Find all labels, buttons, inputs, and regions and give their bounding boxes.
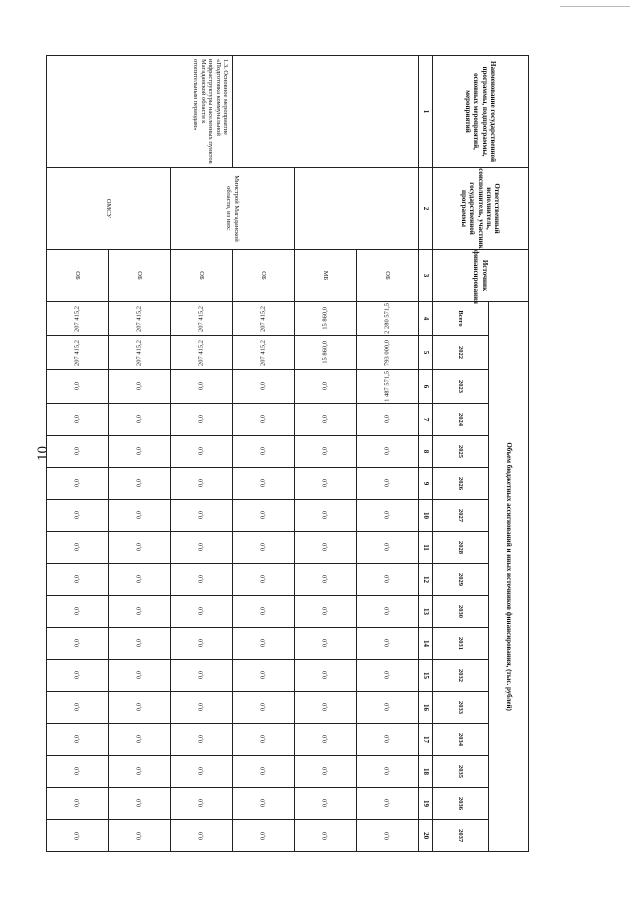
total-cell: 207 415,2	[171, 302, 233, 336]
source-cell: ОБ	[171, 250, 233, 302]
header-executor: Ответственный исполнитель, соисполнитель, участник государственной программы	[433, 168, 529, 250]
value-cell: 0,0	[47, 564, 109, 596]
value-cell: 0,0	[357, 788, 419, 820]
value-cell: 0,0	[171, 820, 233, 852]
header-year: 2022	[433, 336, 489, 370]
header-year: 2030	[433, 596, 489, 628]
header-year: 2026	[433, 468, 489, 500]
executor-omsu: ОМСУ	[47, 168, 171, 250]
value-cell: 0,0	[357, 628, 419, 660]
header-year: 2037	[433, 820, 489, 852]
value-cell: 0,0	[171, 370, 233, 404]
header-year: 2031	[433, 628, 489, 660]
program-name: 1.3. Основное мероприятие «Подготовка коммунальной инфраструктуры населенных пунктов Магаданской области к отопительным периодам»	[47, 56, 233, 168]
value-cell: 0,0	[233, 370, 295, 404]
value-cell: 0,0	[233, 724, 295, 756]
header-year: 2029	[433, 564, 489, 596]
value-cell: 0,0	[109, 532, 171, 564]
value-cell: 0,0	[357, 756, 419, 788]
value-cell: 0,0	[171, 532, 233, 564]
value-cell: 0,0	[233, 820, 295, 852]
value-cell: 0,0	[109, 724, 171, 756]
total-cell: 207 415,2	[47, 302, 109, 336]
value-cell: 0,0	[47, 628, 109, 660]
value-cell: 0,0	[295, 468, 357, 500]
value-cell: 0,0	[357, 820, 419, 852]
value-cell: 0,0	[233, 564, 295, 596]
value-cell: 0,0	[295, 628, 357, 660]
header-year: 2033	[433, 692, 489, 724]
value-cell: 0,0	[171, 628, 233, 660]
column-number: 15	[419, 660, 433, 692]
column-number: 8	[419, 436, 433, 468]
header-year: 2024	[433, 404, 489, 436]
value-cell: 1 487 571,5	[357, 370, 419, 404]
value-cell: 0,0	[109, 404, 171, 436]
value-cell: 0,0	[357, 404, 419, 436]
value-cell: 0,0	[47, 370, 109, 404]
value-cell: 0,0	[233, 468, 295, 500]
value-cell: 0,0	[47, 820, 109, 852]
header-total: Всего	[433, 302, 489, 336]
value-cell: 0,0	[171, 500, 233, 532]
value-cell: 207 415,2	[47, 336, 109, 370]
value-cell: 0,0	[47, 500, 109, 532]
value-cell: 0,0	[109, 756, 171, 788]
value-cell: 0,0	[171, 788, 233, 820]
top-rule	[560, 6, 630, 7]
header-year: 2034	[433, 724, 489, 756]
value-cell: 0,0	[233, 500, 295, 532]
value-cell: 0,0	[295, 788, 357, 820]
value-cell: 0,0	[171, 564, 233, 596]
value-cell: 0,0	[109, 820, 171, 852]
column-number: 12	[419, 564, 433, 596]
value-cell: 0,0	[47, 724, 109, 756]
column-number: 19	[419, 788, 433, 820]
program-name-empty	[233, 56, 419, 168]
source-cell: ОБ	[233, 250, 295, 302]
value-cell: 0,0	[171, 404, 233, 436]
value-cell: 0,0	[295, 564, 357, 596]
value-cell: 15 860,0	[295, 336, 357, 370]
value-cell: 0,0	[233, 628, 295, 660]
header-year: 2025	[433, 436, 489, 468]
source-cell: ОБ	[109, 250, 171, 302]
value-cell: 0,0	[47, 788, 109, 820]
value-cell: 0,0	[47, 692, 109, 724]
value-cell: 0,0	[171, 468, 233, 500]
value-cell: 0,0	[357, 436, 419, 468]
value-cell: 0,0	[357, 692, 419, 724]
value-cell: 0,0	[295, 660, 357, 692]
value-cell: 0,0	[171, 724, 233, 756]
total-cell: 207 415,2	[233, 302, 295, 336]
value-cell: 0,0	[47, 660, 109, 692]
header-year: 2032	[433, 660, 489, 692]
value-cell: 0,0	[171, 660, 233, 692]
column-number: 7	[419, 404, 433, 436]
value-cell: 0,0	[295, 532, 357, 564]
value-cell: 0,0	[233, 756, 295, 788]
value-cell: 0,0	[47, 436, 109, 468]
column-number: 17	[419, 724, 433, 756]
value-cell: 0,0	[47, 756, 109, 788]
value-cell: 0,0	[109, 660, 171, 692]
column-number: 20	[419, 820, 433, 852]
value-cell: 0,0	[171, 756, 233, 788]
value-cell: 0,0	[357, 532, 419, 564]
value-cell: 0,0	[109, 468, 171, 500]
value-cell: 0,0	[295, 436, 357, 468]
value-cell: 0,0	[109, 596, 171, 628]
value-cell: 0,0	[295, 404, 357, 436]
value-cell: 207 415,2	[109, 336, 171, 370]
source-cell: МБ	[295, 250, 357, 302]
rotated-table-wrapper	[59, 55, 529, 845]
value-cell: 0,0	[233, 660, 295, 692]
value-cell: 0,0	[295, 500, 357, 532]
value-cell: 0,0	[233, 404, 295, 436]
source-cell: ОБ	[357, 250, 419, 302]
value-cell: 0,0	[171, 692, 233, 724]
value-cell: 0,0	[171, 596, 233, 628]
page-number: 10	[35, 446, 51, 461]
value-cell: 0,0	[357, 500, 419, 532]
value-cell: 0,0	[171, 436, 233, 468]
header-source: Источник финансирования	[433, 250, 529, 302]
value-cell: 0,0	[357, 660, 419, 692]
total-cell: 15 860,0	[295, 302, 357, 336]
value-cell: 0,0	[233, 788, 295, 820]
header-year: 2035	[433, 756, 489, 788]
column-number: 16	[419, 692, 433, 724]
value-cell: 0,0	[357, 468, 419, 500]
header-year: 2028	[433, 532, 489, 564]
value-cell: 0,0	[109, 564, 171, 596]
value-cell: 0,0	[47, 596, 109, 628]
value-cell: 207 415,2	[233, 336, 295, 370]
header-year: 2023	[433, 370, 489, 404]
value-cell: 0,0	[357, 596, 419, 628]
column-number: 6	[419, 370, 433, 404]
value-cell: 0,0	[233, 596, 295, 628]
value-cell: 0,0	[357, 564, 419, 596]
value-cell: 0,0	[109, 628, 171, 660]
value-cell: 0,0	[233, 532, 295, 564]
value-cell: 0,0	[357, 724, 419, 756]
value-cell: 793 000,0	[357, 336, 419, 370]
value-cell: 0,0	[295, 724, 357, 756]
value-cell: 0,0	[109, 692, 171, 724]
column-number: 5	[419, 336, 433, 370]
value-cell: 0,0	[295, 756, 357, 788]
executor-ministry: Минстрой Магаданской области, из них:	[171, 168, 295, 250]
value-cell: 0,0	[295, 820, 357, 852]
value-cell: 0,0	[109, 370, 171, 404]
column-number: 4	[419, 302, 433, 336]
value-cell: 0,0	[233, 436, 295, 468]
total-cell: 2 280 571,5	[357, 302, 419, 336]
column-number: 9	[419, 468, 433, 500]
value-cell: 0,0	[295, 370, 357, 404]
header-name: Наименование государственной программы, подпрограммы, основных мероприятий, мероприятий	[433, 56, 529, 168]
executor-empty	[295, 168, 419, 250]
value-cell: 0,0	[47, 404, 109, 436]
column-number: 3	[419, 250, 433, 302]
value-cell: 0,0	[47, 468, 109, 500]
source-cell: ОБ	[47, 250, 109, 302]
funding-table	[46, 55, 529, 852]
value-cell: 0,0	[47, 532, 109, 564]
column-number: 11	[419, 532, 433, 564]
value-cell: 207 415,2	[171, 336, 233, 370]
column-number: 1	[419, 56, 433, 168]
value-cell: 0,0	[109, 436, 171, 468]
column-number: 14	[419, 628, 433, 660]
header-year: 2036	[433, 788, 489, 820]
value-cell: 0,0	[233, 692, 295, 724]
header-year: 2027	[433, 500, 489, 532]
header-funding: Объем бюджетных ассигнований и иных источников финансирования, (тыс. рублей)	[489, 302, 529, 852]
column-number: 18	[419, 756, 433, 788]
value-cell: 0,0	[109, 788, 171, 820]
value-cell: 0,0	[295, 692, 357, 724]
column-number: 2	[419, 168, 433, 250]
total-cell: 207 415,2	[109, 302, 171, 336]
column-number: 13	[419, 596, 433, 628]
value-cell: 0,0	[295, 596, 357, 628]
column-number: 10	[419, 500, 433, 532]
value-cell: 0,0	[109, 500, 171, 532]
